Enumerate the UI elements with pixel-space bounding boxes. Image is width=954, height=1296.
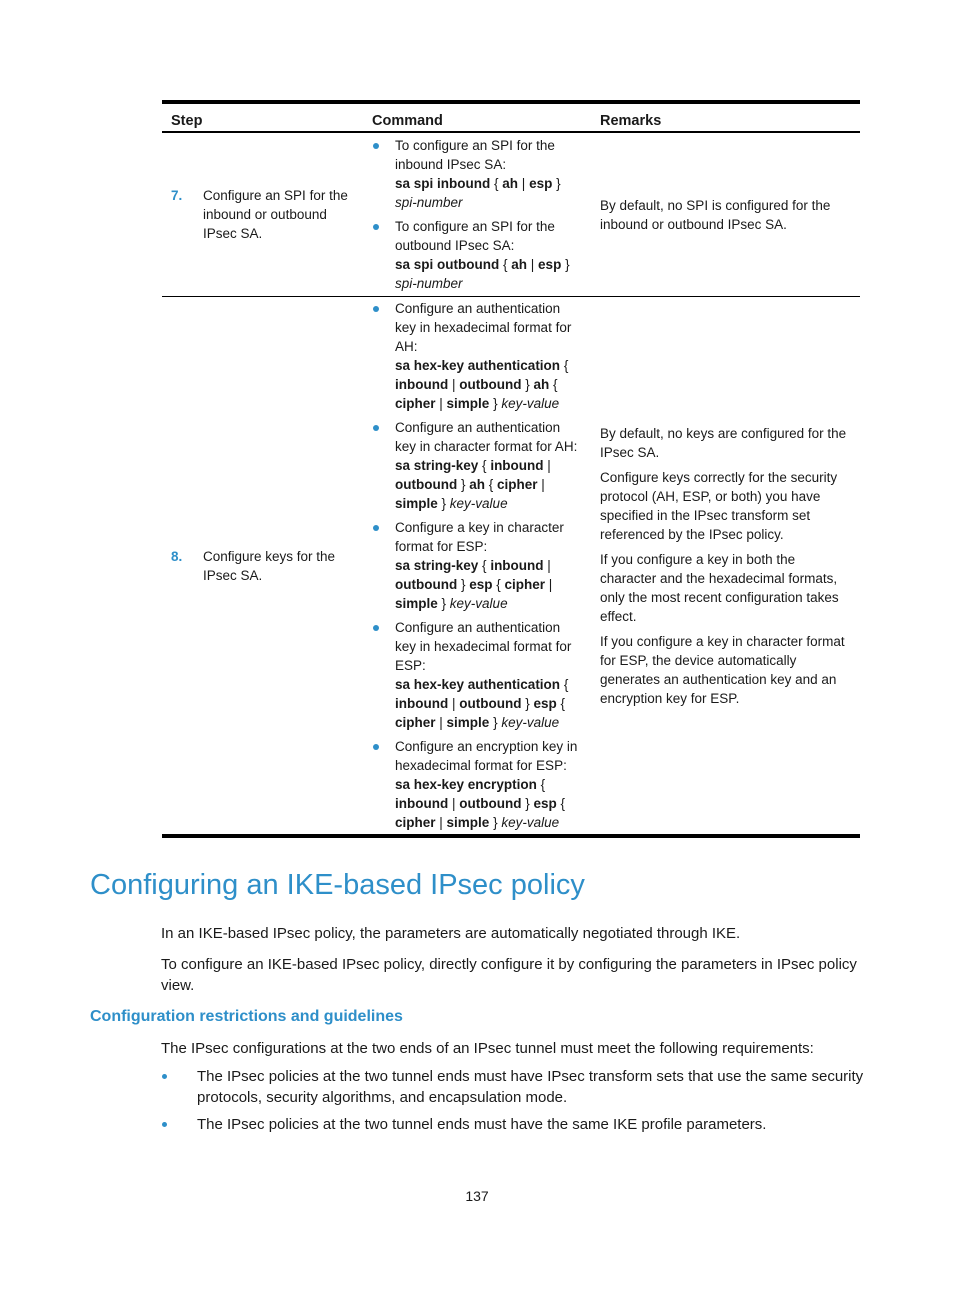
command-description: Configure an authentication key in character format for AH: [395, 420, 578, 454]
command-description: Configure an encryption key in hexadecimal format for ESP: [395, 739, 578, 773]
command-description: Configure a key in character format for ESP: [395, 520, 564, 554]
remark-paragraph: If you configure a key in both the character and the hexadecimal formats, only the most recent configuration takes effect. [600, 551, 839, 624]
command-symbol: | [518, 176, 530, 191]
command-symbol: { [556, 796, 566, 811]
command-syntax [395, 675, 584, 732]
command-symbol: { [560, 358, 569, 373]
command-keyword: cipher [395, 715, 436, 730]
command-description: Configure an authentication key in hexadecimal format for ESP: [395, 620, 572, 673]
config-steps-table [162, 100, 860, 838]
command-keyword: ah [502, 176, 519, 191]
command-symbol: } [437, 496, 450, 511]
command-symbol: } [521, 696, 534, 711]
command-keyword: simple [395, 596, 438, 611]
command-syntax [395, 456, 584, 513]
command-symbol: | [435, 396, 447, 411]
step-number: 8. [171, 548, 183, 564]
bullet-icon [162, 1074, 167, 1079]
bullet-icon [373, 525, 379, 531]
command-keyword: inbound [395, 696, 449, 711]
command-keyword: sa string-key [395, 558, 479, 573]
command-symbol: } [457, 577, 470, 592]
command-item [362, 217, 584, 293]
page-number: 137 [465, 1188, 489, 1204]
command-keyword: ah [469, 477, 486, 492]
command-symbol: | [435, 715, 447, 730]
command-argument: key-value [449, 596, 508, 611]
command-syntax [395, 174, 584, 212]
requirements-paragraph: The IPsec configurations at the two ends of an IPsec tunnel must meet the following requirements: [161, 1040, 814, 1057]
header-command: Command [362, 102, 590, 132]
command-keyword: simple [446, 715, 490, 730]
command-keyword: esp [533, 796, 557, 811]
command-keyword: esp [529, 176, 553, 191]
command-keyword: outbound [459, 377, 522, 392]
command-symbol: | [435, 815, 447, 830]
command-keyword: cipher [395, 815, 436, 830]
command-item [362, 418, 584, 513]
command-keyword: outbound [395, 577, 458, 592]
command-symbol: | [527, 257, 539, 272]
remarks [590, 196, 860, 234]
step-cell [162, 132, 362, 297]
bullet-icon [373, 744, 379, 750]
command-argument: spi-number [395, 276, 463, 291]
bullet-icon [373, 306, 379, 312]
command-syntax [395, 775, 584, 832]
command-description: To configure an SPI for the inbound IPsec SA: [395, 138, 555, 172]
command-symbol: } [552, 176, 561, 191]
remarks-cell [590, 297, 860, 837]
command-syntax [395, 556, 584, 613]
command-keyword: inbound [395, 796, 449, 811]
command-symbol: } [521, 796, 534, 811]
command-keyword: cipher [395, 396, 436, 411]
command-symbol: | [537, 477, 545, 492]
command-keyword: sa hex-key authentication [395, 677, 561, 692]
step-description: Configure an SPI for the inbound or outbound IPsec SA. [203, 188, 348, 241]
command-symbol: } [457, 477, 470, 492]
command-symbol: { [490, 176, 503, 191]
remark-paragraph: Configure keys correctly for the security protocol (AH, ESP, or both) you have specified in the IPsec transform set referenced by the IPsec policy. [600, 469, 838, 542]
command-keyword: inbound [490, 458, 544, 473]
command-symbol: } [489, 396, 502, 411]
command-keyword: simple [395, 496, 438, 511]
step-description: Configure keys for the IPsec SA. [203, 548, 336, 583]
command-symbol: | [448, 377, 460, 392]
instruction-paragraph: To configure an IKE-based IPsec policy, directly configure it by configuring the parameters in IPsec policy view. [161, 956, 857, 994]
remarks-cell [590, 132, 860, 297]
command-symbol: { [492, 577, 505, 592]
command-keyword: sa string-key [395, 458, 479, 473]
command-symbol: { [485, 477, 498, 492]
step-cell [162, 297, 362, 837]
command-keyword: cipher [497, 477, 538, 492]
command-argument: key-value [449, 496, 508, 511]
command-argument: key-value [501, 396, 560, 411]
command-symbol: { [556, 696, 566, 711]
command-symbol: } [521, 377, 534, 392]
command-symbol: { [499, 257, 512, 272]
remark-paragraph: By default, no SPI is configured for the inbound or outbound IPsec SA. [600, 197, 831, 232]
command-keyword: esp [533, 696, 557, 711]
bullet-icon [162, 1122, 167, 1127]
command-keyword: sa hex-key authentication [395, 358, 561, 373]
command-symbol: } [437, 596, 450, 611]
list-item [161, 1114, 866, 1135]
command-symbol: { [536, 777, 546, 792]
command-list [362, 136, 590, 293]
command-keyword: ah [533, 377, 550, 392]
command-keyword: ah [511, 257, 528, 272]
command-cell [362, 132, 590, 297]
command-keyword: outbound [395, 477, 458, 492]
command-cell [362, 297, 590, 837]
command-description: To configure an SPI for the outbound IPsec SA: [395, 219, 555, 253]
step-number: 7. [171, 188, 183, 203]
command-syntax [395, 255, 584, 293]
command-keyword: sa hex-key encryption [395, 777, 537, 792]
command-item [362, 518, 584, 613]
command-symbol: } [489, 815, 502, 830]
command-item [362, 618, 584, 732]
command-symbol: } [489, 715, 502, 730]
command-symbol: { [478, 558, 491, 573]
command-symbol: | [448, 696, 460, 711]
bullet-icon [373, 625, 379, 631]
remark-paragraph: By default, no keys are configured for the IPsec SA. [600, 425, 847, 460]
command-symbol: } [561, 257, 570, 272]
table-header-row [162, 102, 860, 132]
list-item-text: The IPsec policies at the two tunnel ends must have IPsec transform sets that use the same security protocols, security algorithms, and encapsulation mode. [197, 1068, 864, 1106]
command-argument: spi-number [395, 195, 463, 210]
header-remarks: Remarks [590, 102, 860, 132]
command-argument: key-value [501, 715, 560, 730]
command-symbol: { [560, 677, 569, 692]
command-keyword: esp [469, 577, 493, 592]
command-description: Configure an authentication key in hexadecimal format for AH: [395, 301, 572, 354]
command-item [362, 136, 584, 212]
command-item [362, 737, 584, 832]
command-keyword: sa spi inbound [395, 176, 491, 191]
list-item [161, 1066, 866, 1108]
command-symbol: | [543, 558, 551, 573]
bullet-icon [373, 143, 379, 149]
command-symbol: | [448, 796, 460, 811]
command-keyword: inbound [490, 558, 544, 573]
command-keyword: simple [446, 396, 490, 411]
command-keyword: cipher [504, 577, 546, 592]
bullet-icon [373, 425, 379, 431]
command-keyword: simple [446, 815, 490, 830]
section-heading: Configuring an IKE-based IPsec policy [90, 869, 585, 901]
command-symbol: { [549, 377, 558, 392]
command-keyword: outbound [459, 696, 522, 711]
command-symbol: | [543, 458, 551, 473]
header-step: Step [162, 102, 362, 132]
intro-paragraph: In an IKE-based IPsec policy, the parameters are automatically negotiated through IKE. [161, 925, 741, 942]
list-item-text: The IPsec policies at the two tunnel ends must have the same IKE profile parameters. [197, 1116, 767, 1133]
table-row-step-7 [162, 132, 860, 297]
bullet-icon [373, 224, 379, 230]
command-syntax [395, 356, 584, 413]
command-list [362, 299, 590, 832]
subsection-heading: Configuration restrictions and guidelines [90, 1008, 403, 1025]
remark-paragraph: If you configure a key in character format for ESP, the device automatically generates an authentication key and an encryption key for ESP. [600, 633, 845, 706]
command-item [362, 299, 584, 413]
command-keyword: inbound [395, 377, 449, 392]
command-symbol: { [478, 458, 491, 473]
command-symbol: | [545, 577, 553, 592]
command-keyword: esp [538, 257, 562, 272]
command-keyword: outbound [459, 796, 522, 811]
command-argument: key-value [501, 815, 560, 830]
command-keyword: sa spi outbound [395, 257, 500, 272]
table-row-step-8 [162, 297, 860, 837]
remarks [590, 424, 860, 708]
